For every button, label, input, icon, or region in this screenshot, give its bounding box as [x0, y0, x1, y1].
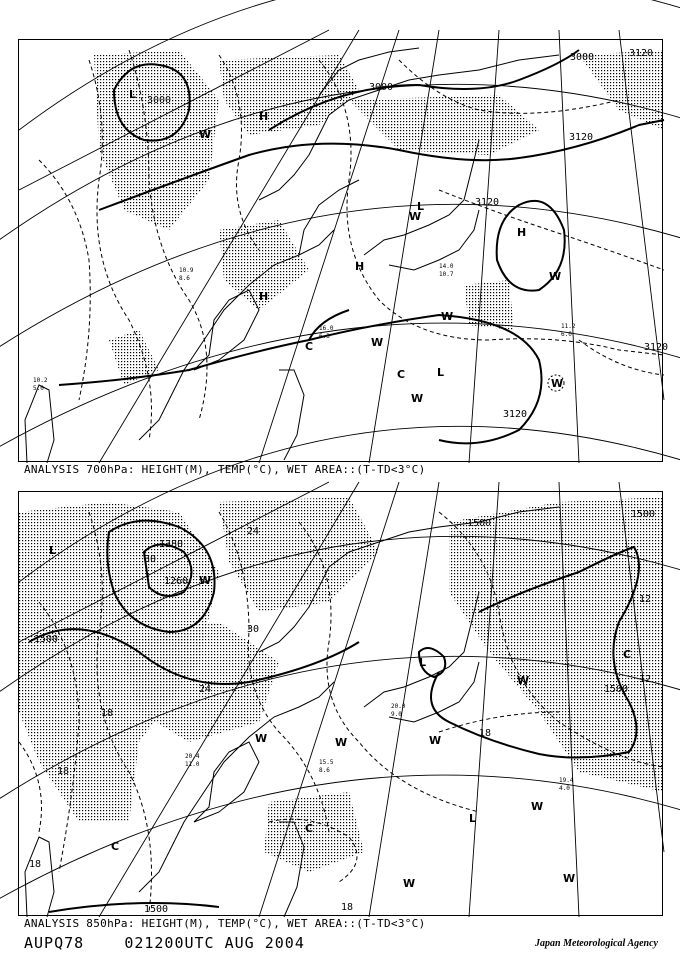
contour-label: 1500 [467, 518, 492, 529]
center-symbol: L [417, 200, 425, 213]
center-symbol: W [549, 270, 562, 283]
center-symbol: H [355, 260, 365, 273]
contour-label: 1500 [631, 509, 656, 520]
isotherm-label: 18 [101, 708, 114, 719]
station-value: 14.0 [439, 263, 454, 270]
center-symbol: C [305, 822, 314, 835]
chart-identifier [24, 934, 305, 952]
contour-label: 3120 [475, 197, 500, 208]
center-symbol: W [371, 336, 384, 349]
station-value: 10.9 [179, 267, 194, 274]
station-value: 4.0 [559, 785, 570, 792]
center-symbol: L [437, 366, 445, 379]
center-symbol: W [441, 310, 454, 323]
station-value: 8.6 [319, 767, 330, 774]
station-value: 16.0 [319, 325, 334, 332]
contour-label: 1500 [604, 684, 629, 695]
chart-panel-700hpa [18, 39, 669, 462]
contour-label: 1500 [144, 904, 169, 915]
station-value: 5.0 [33, 385, 44, 392]
center-symbol: H [517, 226, 527, 239]
center-symbol: L [129, 88, 137, 101]
isotherm-label: 30 [144, 554, 157, 565]
isotherm-label: 24 [247, 526, 260, 537]
station-value: 20.4 [185, 753, 200, 760]
isotherm-label: 12 [639, 674, 652, 685]
isotherm-label: 18 [29, 859, 42, 870]
contour-label: 1380 [159, 539, 184, 550]
center-symbol: W [563, 872, 576, 885]
contour-label: 3120 [629, 48, 654, 59]
map-700hpa [19, 40, 669, 463]
contour-label: 3000 [570, 52, 595, 63]
center-symbol: L [469, 812, 477, 825]
contour-label: 3120 [503, 409, 528, 420]
station-value: 9.0 [391, 711, 402, 718]
isotherm-label: 18 [479, 728, 492, 739]
panel-caption-700hpa: ANALYSIS 700hPa: HEIGHT(M), TEMP(°C), WET AREA::(T-TD<3°C) [24, 463, 426, 476]
isotherm-label: 18 [341, 902, 354, 913]
isotherm-label: 12 [639, 594, 652, 605]
valid-time: 021200UTC AUG 2004 [124, 934, 305, 952]
center-symbol: H [259, 110, 269, 123]
station-value: 15.5 [319, 759, 334, 766]
center-symbol: L [419, 656, 427, 669]
wet-area [219, 55, 359, 135]
station-value: 6.3 [319, 333, 330, 340]
chart-panel-850hpa [18, 491, 663, 916]
center-symbol: W [255, 732, 268, 745]
center-symbol: C [623, 648, 632, 661]
isotherm-label: 18 [57, 766, 70, 777]
center-symbol: C [397, 368, 406, 381]
center-symbol: W [199, 128, 212, 141]
center-symbol: W [429, 734, 442, 747]
center-symbol: W [335, 736, 348, 749]
center-symbol: W [517, 674, 530, 687]
contour-label: 3000 [369, 82, 394, 93]
contour-label: 3120 [644, 342, 669, 353]
center-symbol: W [551, 377, 564, 390]
isotherm-label: 30 [247, 624, 260, 635]
station-value: 8.6 [179, 275, 190, 282]
station-value: 11.0 [185, 761, 200, 768]
contour-label: 1500 [34, 634, 59, 645]
station-value: 10.2 [33, 377, 48, 384]
contour-label: 1260 [164, 576, 189, 587]
bulletin-id: AUPQ78 [24, 934, 85, 952]
center-symbol: W [403, 877, 416, 890]
isotherm-label: 24 [199, 684, 212, 695]
center-symbol: W [411, 392, 424, 405]
agency-name: Japan Meteorological Agency [535, 938, 658, 949]
station-value: 6.0 [561, 331, 572, 338]
wet-area [219, 497, 379, 612]
center-symbol: W [199, 574, 212, 587]
center-symbol: H [259, 290, 269, 303]
center-symbol: C [111, 840, 120, 853]
center-symbol: W [409, 210, 422, 223]
center-symbol: C [305, 340, 314, 353]
center-symbol: L [49, 544, 57, 557]
station-value: 19.4 [559, 777, 574, 784]
contour-label: 3000 [147, 95, 172, 106]
map-850hpa [19, 492, 664, 917]
center-symbol: W [531, 800, 544, 813]
panel-caption-850hpa: ANALYSIS 850hPa: HEIGHT(M), TEMP(°C), WET AREA::(T-TD<3°C) [24, 917, 426, 930]
contour-label: 3120 [569, 132, 594, 143]
wet-area [264, 792, 364, 872]
station-value: 10.7 [439, 271, 454, 278]
station-value: 11.2 [561, 323, 576, 330]
station-value: 20.0 [391, 703, 406, 710]
